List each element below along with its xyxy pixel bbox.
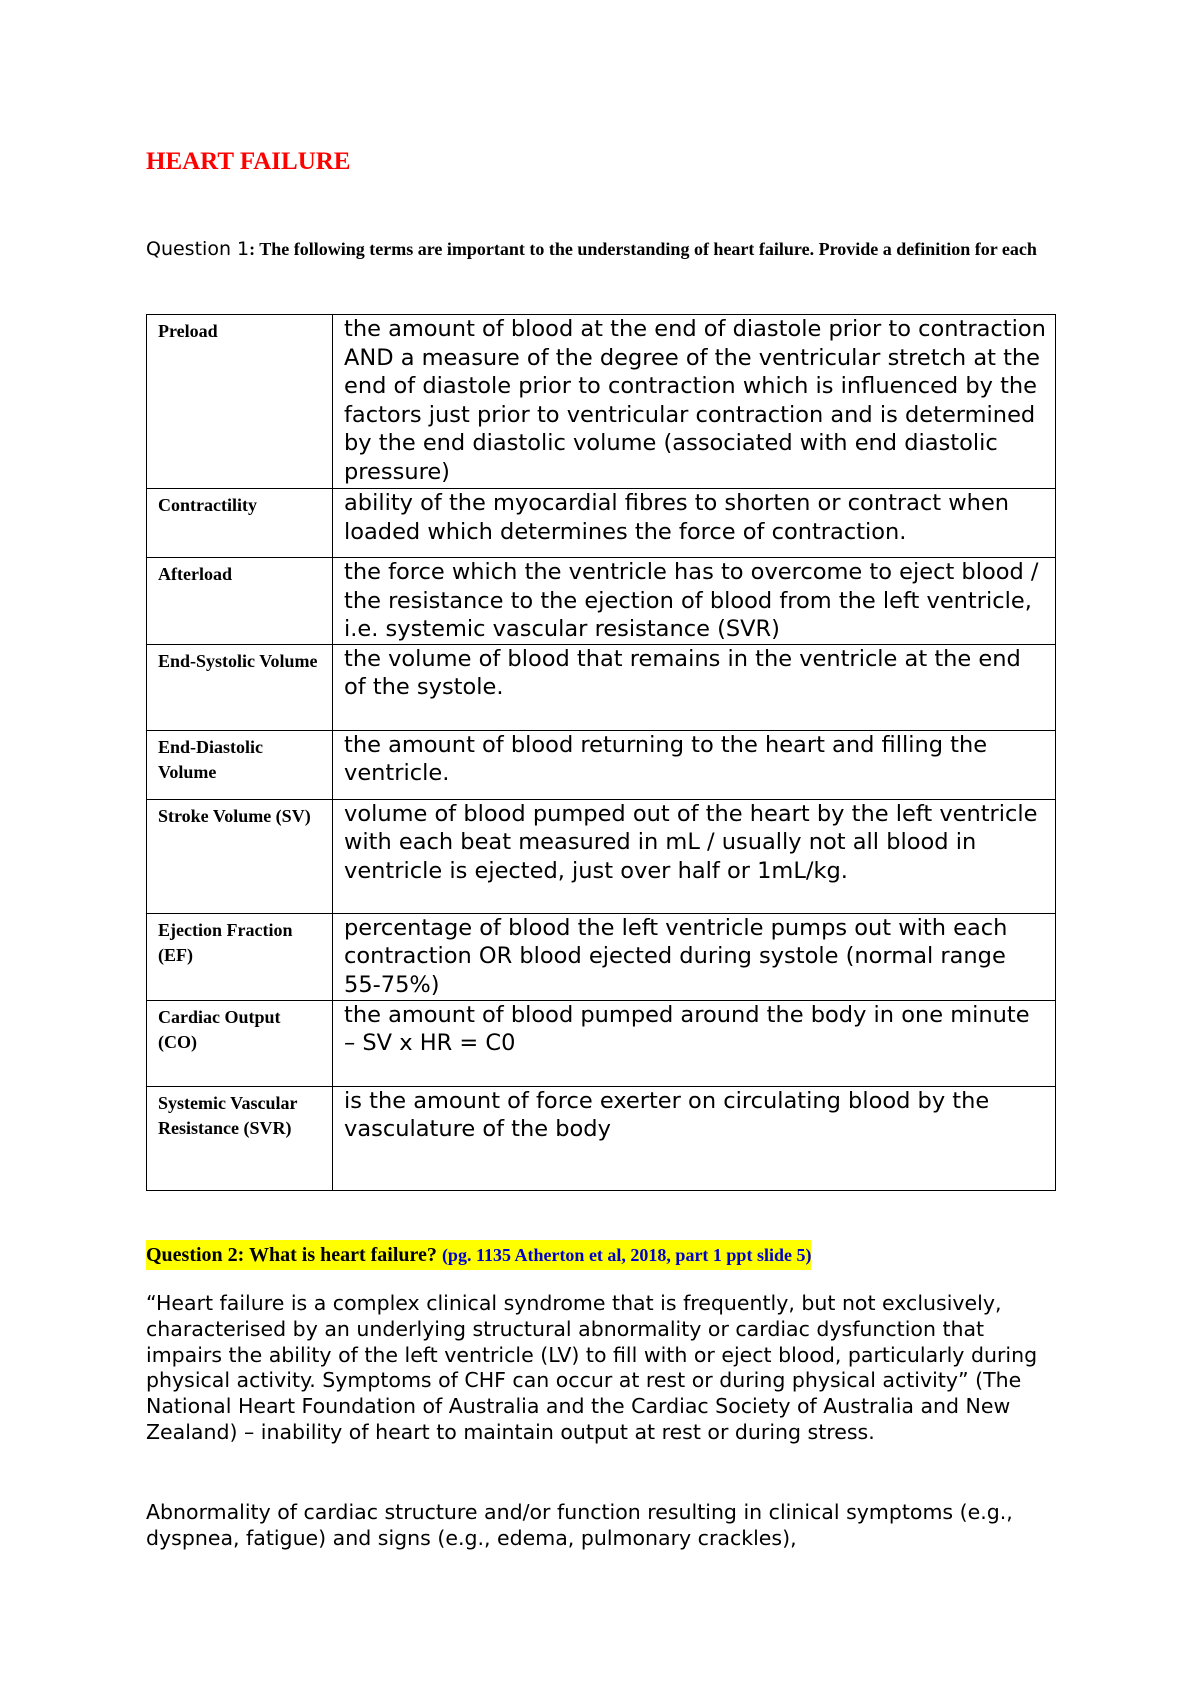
definition-preload: the amount of blood at the end of diastole prior to contraction AND a measure of the degree of the ventricular stretch at the end of diastole prior to contraction which is influenced by the factors just prior to ventricular contraction and is determined by the end diastolic volume (associated with end diastolic pressure) [333, 315, 1056, 489]
question-2-heading [146, 1240, 811, 1270]
term-cardiac-output: Cardiac Output (CO) [147, 1000, 333, 1086]
table-row [147, 644, 1056, 730]
answer-paragraph-1: “Heart failure is a complex clinical syndrome that is frequently, but not exclusively, characterised by an underlying structural abnormality or cardiac dysfunction that impairs the ability of the left ventricle (LV) to fill with or eject blood, particularly during physical activity. Symptoms of CHF can occur at rest or during physical activity” (The National Heart Foundation of Australia and the Cardiac Society of Australia and New Zealand) – inability of heart to maintain output at rest or during stress. [146, 1291, 1038, 1444]
definitions-table [146, 314, 1056, 1191]
page-title: HEART FAILURE [146, 148, 351, 175]
term-stroke-volume: Stroke Volume (SV) [147, 799, 333, 913]
question-1-number: Question 1 [146, 238, 250, 260]
definition-afterload: the force which the ventricle has to overcome to eject blood / the resistance to the ejection of blood from the left ventricle, i.e. systemic vascular resistance (SVR) [333, 558, 1056, 645]
definition-stroke-volume: volume of blood pumped out of the heart by the left ventricle with each beat measured in mL / usually not all blood in ventricle is ejected, just over half or 1mL/kg. [333, 799, 1056, 913]
table-row [147, 315, 1056, 489]
table-row [147, 1086, 1056, 1190]
question-1 [146, 236, 1056, 262]
table-row [147, 558, 1056, 645]
definition-contractility: ability of the myocardial fibres to shorten or contract when loaded which determines the force of contraction. [333, 489, 1056, 558]
definition-end-systolic-volume: the volume of blood that remains in the ventricle at the end of the systole. [333, 644, 1056, 730]
question-2-text: Question 2: What is heart failure? [146, 1244, 437, 1266]
table-row [147, 913, 1056, 1000]
definition-ejection-fraction: percentage of blood the left ventricle pumps out with each contraction OR blood ejected during systole (normal range 55-75%) [333, 913, 1056, 1000]
question-1-text: : The following terms are important to the understanding of heart failure. Provide a definition for each [249, 239, 1037, 259]
answer-paragraph-2: Abnormality of cardiac structure and/or function resulting in clinical symptoms (e.g., dyspnea, fatigue) and signs (e.g., edema, pulmonary crackles), [146, 1500, 1013, 1550]
term-preload: Preload [147, 315, 333, 489]
term-ejection-fraction: Ejection Fraction (EF) [147, 913, 333, 1000]
term-end-systolic-volume: End-Systolic Volume [147, 644, 333, 730]
term-systemic-vascular-resistance: Systemic Vascular Resistance (SVR) [147, 1086, 333, 1190]
term-contractility: Contractility [147, 489, 333, 558]
table-row [147, 1000, 1056, 1086]
definition-systemic-vascular-resistance: is the amount of force exerter on circulating blood by the vasculature of the body [333, 1086, 1056, 1190]
term-end-diastolic-volume: End-Diastolic Volume [147, 730, 333, 799]
table-row [147, 799, 1056, 913]
definition-end-diastolic-volume: the amount of blood returning to the heart and filling the ventricle. [333, 730, 1056, 799]
question-2-reference: (pg. 1135 Atherton et al, 2018, part 1 ppt slide 5) [441, 1245, 812, 1265]
table-row [147, 489, 1056, 558]
table-row [147, 730, 1056, 799]
definition-cardiac-output: the amount of blood pumped around the body in one minute – SV x HR = C0 [333, 1000, 1056, 1086]
term-afterload: Afterload [147, 558, 333, 645]
